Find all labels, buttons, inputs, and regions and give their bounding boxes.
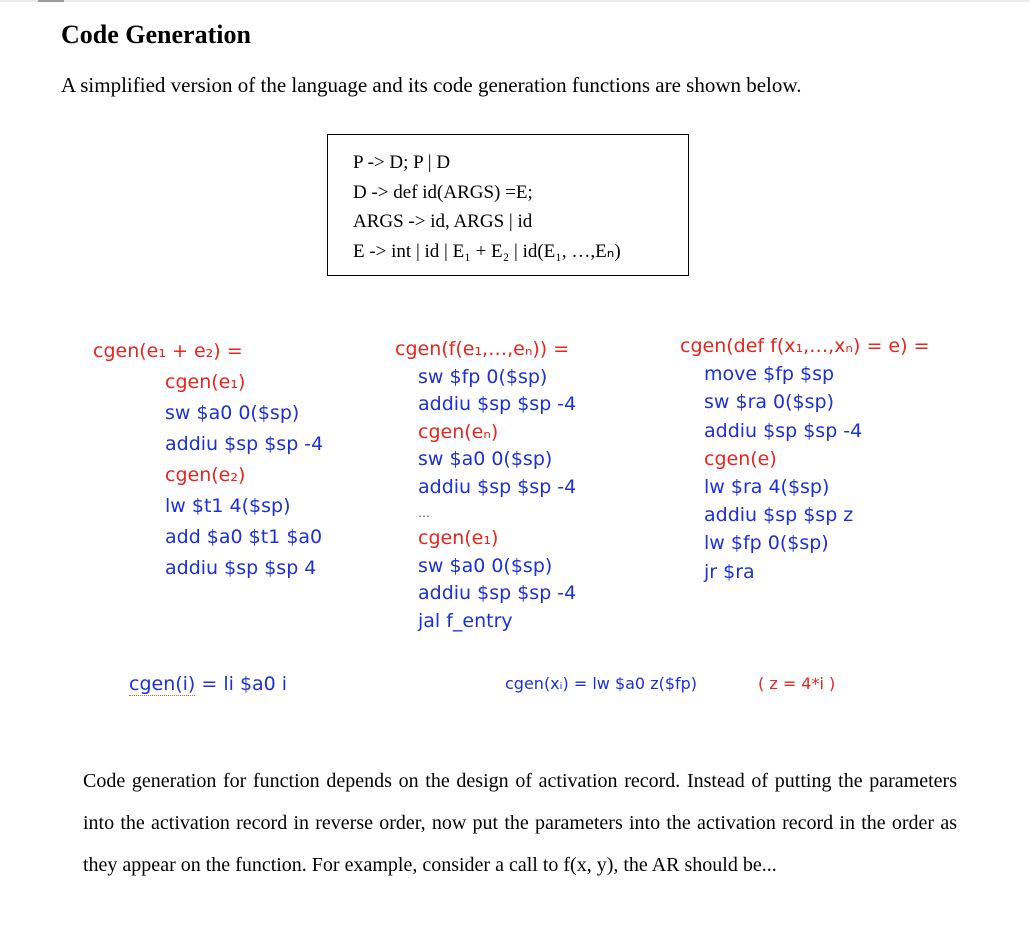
code-line: cgen(e₁) (418, 527, 499, 549)
code-line: addiu $sp $sp -4 (165, 433, 324, 455)
grammar-rule-definition: D -> def id(ARGS) =E; (353, 181, 533, 203)
code-line: add $a0 $t1 $a0 (165, 526, 323, 548)
cgen-def-block (680, 332, 929, 586)
page-title: Code Generation (61, 20, 251, 49)
cgen-int-suffix: = li $a0 i (195, 673, 288, 695)
code-line: sw $a0 0($sp) (418, 448, 553, 470)
cgen-int-prefix: cgen(i) (129, 673, 196, 695)
grammar-rule-program: P -> D; P | D (353, 152, 451, 173)
intro-text: A simplified version of the language and its code generation functions are shown below. (61, 73, 802, 97)
cgen-call-header: cgen(f(e₁,…,eₙ)) = (395, 338, 570, 360)
ellipsis: … (418, 506, 430, 520)
code-line: sw $a0 0($sp) (165, 402, 300, 424)
code-line: addiu $sp $sp -4 (418, 475, 577, 498)
code-line: move $fp $sp (704, 363, 835, 386)
cgen-add-header: cgen(e₁ + e₂) = (93, 340, 243, 362)
code-line: lw $ra 4($sp) (704, 476, 830, 499)
code-line: cgen(eₙ) (418, 420, 499, 443)
cgen-add-block (93, 336, 323, 584)
code-line: cgen(e₁) (165, 371, 246, 393)
top-rule (0, 0, 1030, 2)
z-note: ( z = 4*i ) (758, 674, 836, 693)
code-line: lw $fp 0($sp) (704, 532, 829, 555)
code-line: cgen(e₂) (165, 464, 246, 486)
grammar-rule-expression: E -> int | id | E₁ + E₂ | id(E₁, …,Eₙ) (353, 240, 621, 262)
cgen-var-rule: cgen(xᵢ) = lw $a0 z($fp) (505, 674, 698, 693)
code-line: sw $ra 0($sp) (704, 391, 835, 414)
grammar-box (327, 134, 689, 276)
code-line: addiu $sp $sp -4 (704, 419, 863, 442)
grammar-rule-args: ARGS -> id, ARGS | id (353, 211, 533, 232)
code-line: sw $a0 0($sp) (418, 554, 553, 577)
code-line: addiu $sp $sp -4 (418, 582, 577, 604)
code-line: jal f_entry (418, 609, 513, 632)
top-rule-accent (38, 0, 64, 2)
cgen-int-rule (129, 670, 287, 698)
code-line: jr $ra (704, 560, 755, 583)
cgen-call-block (395, 336, 576, 635)
code-line: cgen(e) (704, 447, 777, 470)
cgen-def-header: cgen(def f(x₁,…,xₙ) = e) = (680, 335, 930, 357)
code-line: lw $t1 4($sp) (165, 495, 291, 517)
code-line: addiu $sp $sp z (704, 504, 854, 527)
code-line: sw $fp 0($sp) (418, 365, 548, 388)
code-line: addiu $sp $sp -4 (418, 393, 577, 415)
body-paragraph: Code generation for function depends on the design of activation record. Instead of putting the parameters into the activation record in reverse order, now put the parameters into the activation record in the order as they appear on the function. For example, consider a call to f(x, y), the AR should be... (83, 770, 957, 876)
code-line: addiu $sp $sp 4 (165, 557, 317, 579)
